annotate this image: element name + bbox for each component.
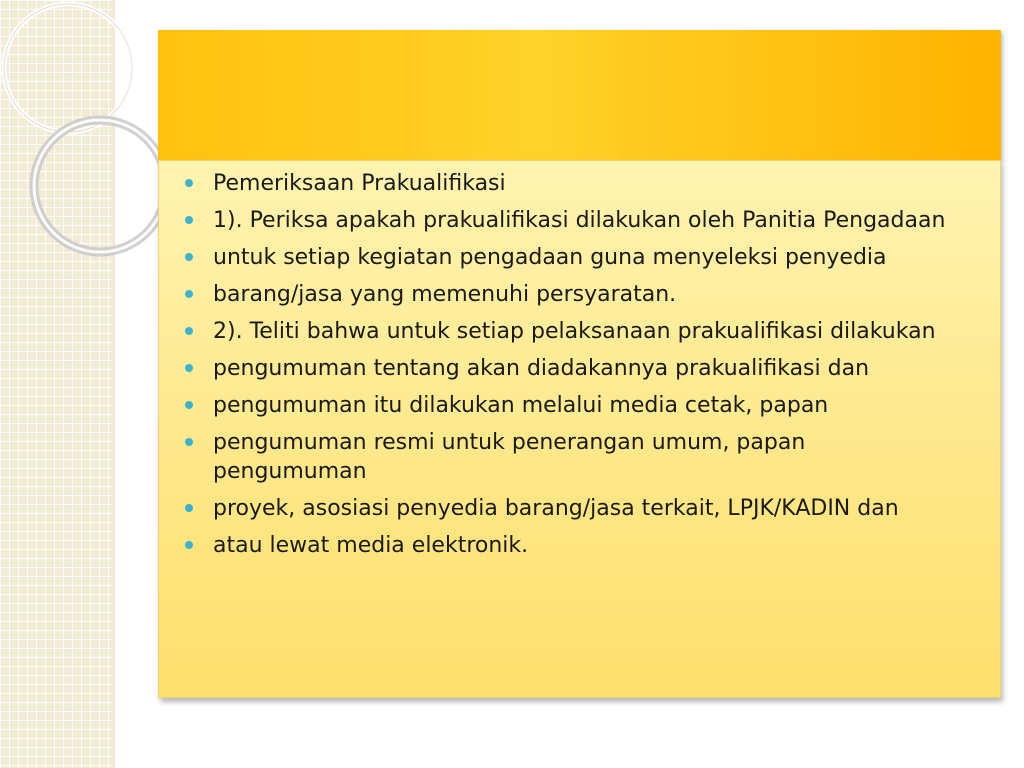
bullet-dot-icon xyxy=(185,401,193,409)
bullet-item xyxy=(181,391,960,420)
bullet-item xyxy=(181,243,960,272)
bullet-dot-icon xyxy=(185,438,193,446)
bullet-dot-icon xyxy=(185,253,193,261)
bullet-text: Pemeriksaan Prakualifikasi xyxy=(213,171,506,196)
bullet-item xyxy=(181,280,960,309)
decorative-circles-icon xyxy=(0,0,160,260)
bullet-dot-icon xyxy=(185,290,193,298)
bullet-dot-icon xyxy=(185,179,193,187)
bullet-item xyxy=(181,317,960,346)
bullet-text: barang/jasa yang memenuhi persyaratan. xyxy=(213,282,677,307)
bullet-dot-icon xyxy=(185,216,193,224)
bullet-text: proyek, asosiasi penyedia barang/jasa terkait, LPJK/KADIN dan xyxy=(213,496,899,521)
bullet-item xyxy=(181,494,960,523)
bullet-dot-icon xyxy=(185,541,193,549)
bullet-text: pengumuman itu dilakukan melalui media cetak, papan xyxy=(213,393,829,418)
bullet-text: untuk setiap kegiatan pengadaan guna menyeleksi penyedia xyxy=(213,245,887,270)
bullet-list xyxy=(159,161,1000,560)
bullet-dot-icon xyxy=(185,504,193,512)
bullet-item xyxy=(181,354,960,383)
bullet-text: 1). Periksa apakah prakualifikasi dilakukan oleh Panitia Pengadaan xyxy=(213,208,946,233)
bullet-item xyxy=(181,206,960,235)
bullet-text: pengumuman resmi untuk penerangan umum, papan pengumuman xyxy=(213,430,806,484)
bullet-item xyxy=(181,169,960,198)
bullet-text: 2). Teliti bahwa untuk setiap pelaksanaan prakualifikasi dilakukan xyxy=(213,319,936,344)
bullet-item xyxy=(181,531,960,560)
content-panel xyxy=(158,160,1001,698)
bullet-text: pengumuman tentang akan diadakannya prakualifikasi dan xyxy=(213,356,870,381)
bullet-text: atau lewat media elektronik. xyxy=(213,533,529,558)
title-bar xyxy=(158,30,1001,160)
bullet-dot-icon xyxy=(185,327,193,335)
bullet-dot-icon xyxy=(185,364,193,372)
bullet-item xyxy=(181,428,960,486)
